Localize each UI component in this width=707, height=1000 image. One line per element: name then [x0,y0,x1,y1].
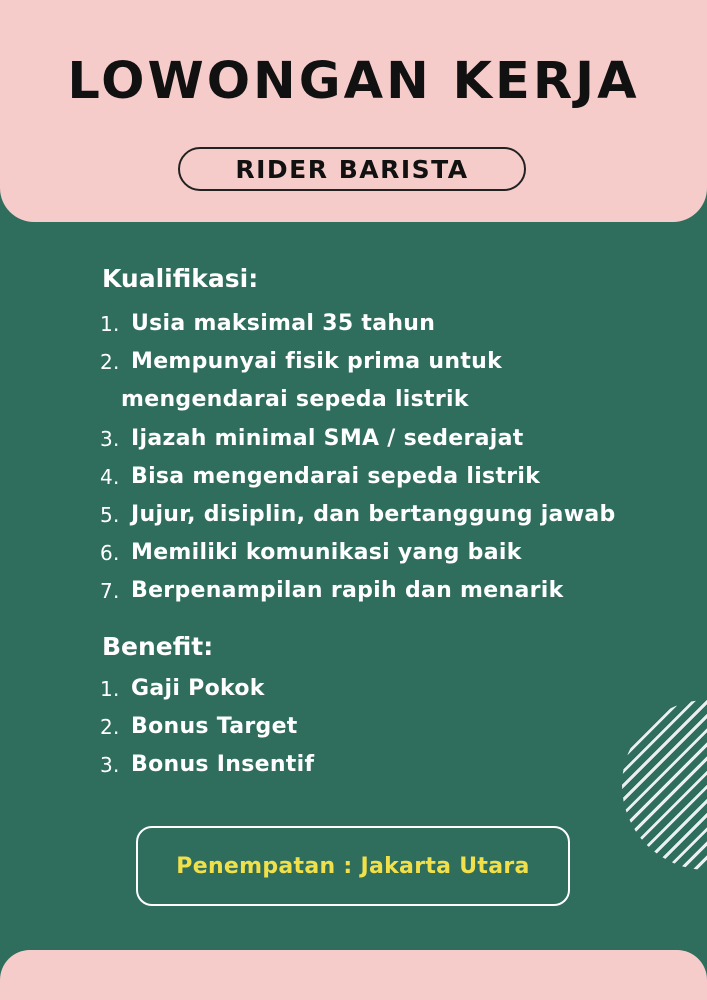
qualifications-heading: Kualifikasi: [102,264,259,293]
list-item [100,708,314,746]
list-number: 6. [100,541,120,566]
list-text: Mempunyai fisik prima untuk [131,349,503,375]
list-item [100,420,616,458]
list-text: Bisa mengendarai sepeda listrik [131,463,541,489]
benefits-heading: Benefit: [102,632,214,661]
list-text-continued: mengendarai sepeda listrik [121,387,469,413]
list-text: Gaji Pokok [131,676,265,701]
list-number: 1. [100,677,120,701]
page-title: LOWONGAN KERJA [67,52,640,111]
list-number: 7. [100,579,120,604]
list-number: 4. [100,464,120,489]
list-number: 1. [100,312,120,336]
striped-circle-decoration [622,700,707,870]
qualifications-list [100,305,616,611]
list-item [100,458,616,496]
list-item [100,305,616,343]
list-text: Memiliki komunikasi yang baik [131,540,522,566]
list-number: 5. [100,503,120,528]
list-text: Bonus Insentif [131,752,315,778]
list-number: 3. [100,753,120,778]
list-item [100,534,616,572]
location-box: Penempatan : Jakarta Utara [136,826,570,906]
list-item [100,746,314,784]
job-position-badge: RIDER BARISTA [178,147,526,191]
list-item [100,670,314,708]
list-text: Bonus Target [131,714,298,740]
list-text: Jujur, disiplin, dan bertanggung jawab [131,502,616,528]
list-item [100,343,616,419]
list-number: 2. [100,350,120,375]
header-banner [0,0,707,222]
benefits-list [100,670,314,785]
list-text: Usia maksimal 35 tahun [131,311,436,336]
list-number: 3. [100,426,120,451]
list-item [100,496,616,534]
list-text: Ijazah minimal SMA / sederajat [131,425,524,451]
list-text: Berpenampilan rapih dan menarik [131,578,564,604]
list-number: 2. [100,715,120,740]
list-item [100,572,616,610]
footer-banner [0,950,707,1000]
